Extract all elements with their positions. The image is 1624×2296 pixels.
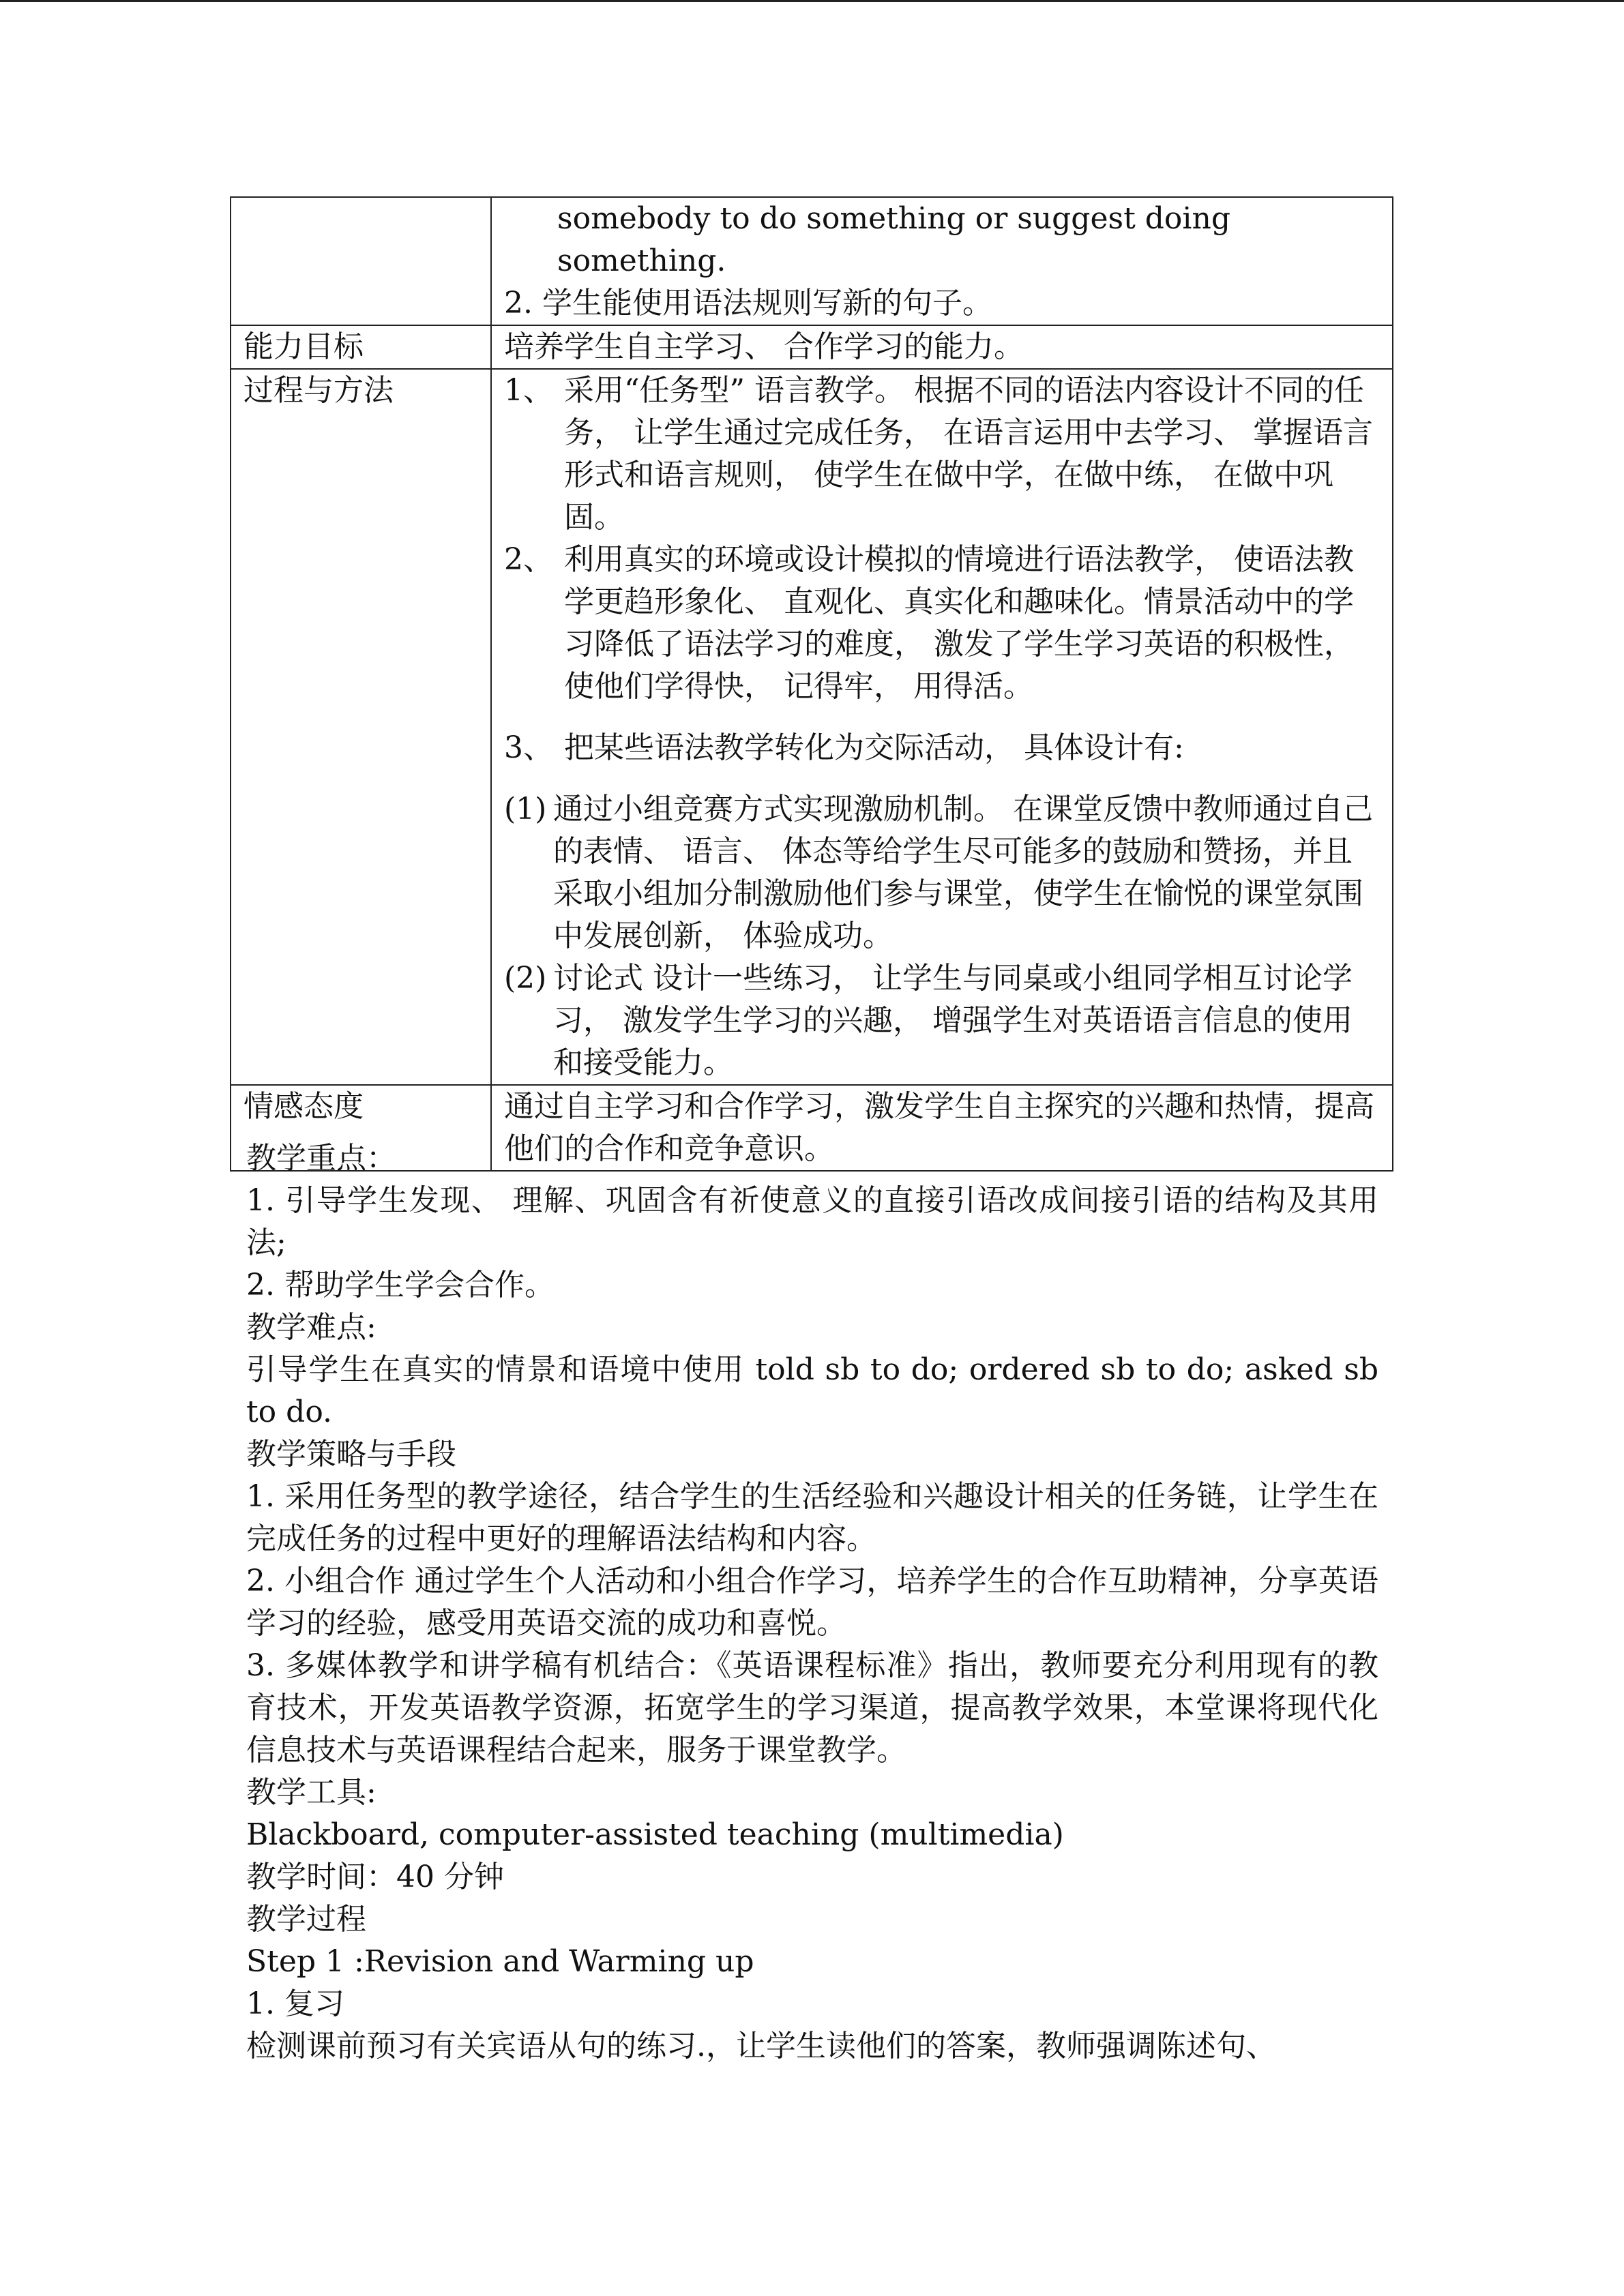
heading-strategies: 教学策略与手段: [246, 1437, 456, 1472]
heading-tools: 教学工具:: [246, 1775, 377, 1810]
table-row: [231, 369, 1393, 1085]
paragraph: 3. 多媒体教学和讲学稿有机结合：《英语课程标准》指出，教师要充分利用现有的教育技术，开发英语教学资源，拓宽学生的学习渠道，提高教学效果，本堂课将现代化信息技术与英语课程结合起来，服务于课堂教学。: [246, 1648, 1378, 1768]
item-text: 利用真实的环境或设计模拟的情境进行语法教学， 使语法教学更趋形象化、 直观化、真实化和趣味化。情景活动中的学习降低了语法学习的难度， 激发了学生学习英语的积极性，使他们学得快， 记得牢， 用得活。: [564, 542, 1354, 704]
teaching-time: 教学时间：40 分钟: [246, 1860, 504, 1894]
row-label: 能力目标: [231, 325, 491, 369]
row-content: 培养学生自主学习、 合作学习的能力。: [491, 325, 1393, 369]
row-content: 通过自主学习和合作学习，激发学生自主探究的兴趣和热情，提高他们的合作和竞争意识。: [491, 1085, 1393, 1171]
subitem-text: 通过小组竞赛方式实现激励机制。 在课堂反馈中教师通过自己的表情、 语言、 体态等给学生尽可能多的鼓励和赞扬，并且采取小组加分制激励他们参与课堂，使学生在愉悦的课堂氛围中发展创新， 体验成功。: [553, 792, 1373, 953]
spacer: [504, 769, 1380, 788]
paragraph: 2. 帮助学生学会合作。: [246, 1268, 555, 1302]
spacer: [504, 708, 1380, 727]
paragraph: 1. 采用任务型的教学途径，结合学生的生活经验和兴趣设计相关的任务链，让学生在完成任务的过程中更好的理解语法结构和内容。: [246, 1479, 1378, 1556]
paragraph: 引导学生在真实的情景和语境中使用 told sb to do; ordered sb to do; asked sb to do.: [246, 1352, 1378, 1429]
item-number: 2、: [504, 542, 553, 577]
method-item: [504, 539, 1380, 708]
row-content: [491, 197, 1393, 325]
paragraph: 检测课前预习有关宾语从句的练习.，让学生读他们的答案，教师强调陈述句、: [246, 2029, 1276, 2063]
paragraph: 1. 引导学生发现、 理解、巩固含有祈使意义的直接引语改成间接引语的结构及其用法;: [246, 1183, 1378, 1260]
heading-key-points: 教学重点：: [246, 1141, 396, 1176]
heading-difficulties: 教学难点:: [246, 1310, 377, 1345]
page-top-border: [0, 0, 1624, 2]
table-row: [231, 197, 1393, 325]
knowledge-goal-2: 2. 学生能使用语法规则写新的句子。: [504, 286, 992, 320]
method-item: [504, 370, 1380, 539]
method-item: [504, 727, 1380, 769]
table-row: [231, 325, 1393, 369]
subitem-number: (1): [504, 792, 547, 826]
row-label: 过程与方法: [231, 369, 491, 1085]
heading-process: 教学过程: [246, 1902, 366, 1937]
item-text: 采用“任务型” 语言教学。 根据不同的语法内容设计不同的任务， 让学生通过完成任务， 在语言运用中去学习、 掌握语言形式和语言规则， 使学生在做中学，在做中练， 在做中巩固。: [564, 373, 1373, 535]
subitem-number: (2): [504, 961, 547, 996]
row-content: [491, 369, 1393, 1085]
subitem-text: 讨论式 设计一些练习， 让学生与同桌或小组同学相互讨论学习， 激发学生学习的兴趣， 增强学生对英语语言信息的使用和接受能力。: [553, 961, 1353, 1080]
paragraph: 2. 小组合作 通过学生个人活动和小组合作学习，培养学生的合作互助精神，分享英语学习的经验，感受用英语交流的成功和喜悦。: [246, 1564, 1378, 1641]
method-subitem: [504, 957, 1380, 1084]
objectives-table: [230, 196, 1393, 1172]
item-number: 3、: [504, 730, 553, 765]
paragraph: Blackboard, computer-assisted teaching (multimedia): [246, 1817, 1064, 1852]
row-label: 情感态度: [231, 1085, 491, 1171]
item-text: 把某些语法教学转化为交际活动， 具体设计有:: [564, 730, 1184, 765]
item-number: 1、: [504, 373, 553, 408]
method-subitem: [504, 788, 1380, 957]
lesson-plan-body: [246, 1137, 1378, 2068]
paragraph: 1. 复习: [246, 1986, 344, 2021]
continued-text: somebody to do something or suggest doing something.: [557, 201, 1230, 278]
row-label: [231, 197, 491, 325]
step-heading: Step 1 :Revision and Warming up: [246, 1944, 754, 1979]
